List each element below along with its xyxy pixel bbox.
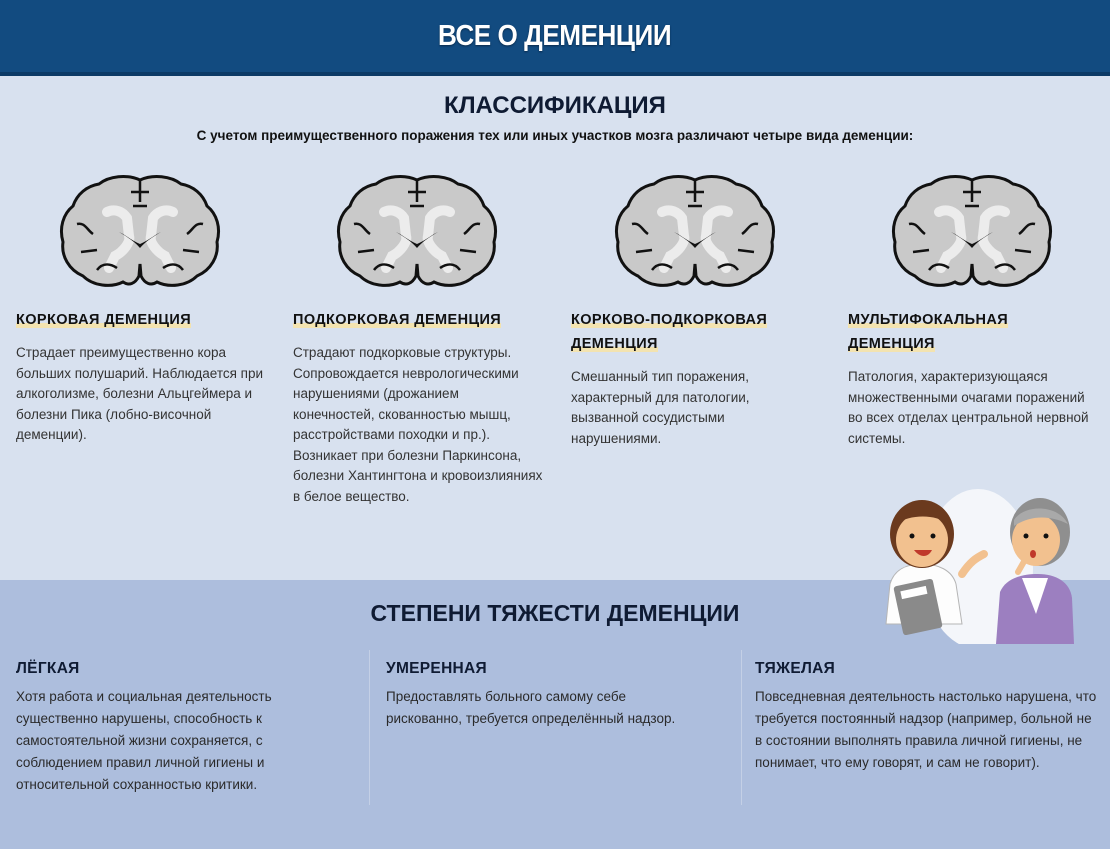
classification-subtitle: С учетом преимущественного поражения тех или иных участков мозга различают четыре вида деменции:	[196, 128, 914, 143]
brain-coronal-section-icon	[612, 172, 778, 290]
type-text-subcortical: Страдают подкорковые структуры. Сопровождается неврологическими нарушениями (дрожанием конечностей, скованностью мышц, расстройствами походки и пр.). Возникает при болезни Паркинсона, болезни Хантингтона и кровоизлияниях в белое вещество.	[293, 345, 543, 504]
degree-text-moderate: Предоставлять больного самому себе рискованно, требуется определённый надзор.	[386, 689, 676, 726]
type-text-cortical: Страдает преимущественно кора больших полушарий. Наблюдается при алкоголизме, болезни Альцгеймера и болезни Пика (лобно-височной деменции).	[16, 345, 264, 442]
brain-coronal-section-icon	[334, 172, 500, 290]
degree-title-mild: ЛЁГКАЯ	[16, 660, 80, 677]
degree-text-mild: Хотя работа и социальная деятельность существенно нарушены, способность к самостоятельной жизни сохраняется, с соблюдением правил личной гигиены и относительной сохранностью критики.	[16, 689, 272, 792]
page-title: ВСЕ О ДЕМЕНЦИИ	[438, 19, 672, 52]
degree-title-severe: ТЯЖЕЛАЯ	[755, 660, 836, 677]
type-title-cortical: КОРКОВАЯ ДЕМЕНЦИЯ	[16, 312, 192, 328]
column-divider	[741, 650, 742, 805]
severity-title: СТЕПЕНИ ТЯЖЕСТИ ДЕМЕНЦИИ	[370, 600, 740, 626]
type-text-multifocal: Патология, характеризующаяся множественными очагами поражений во всех отделах центральной нервной системы.	[848, 369, 1089, 446]
type-title-subcortical: ПОДКОРКОВАЯ ДЕМЕНЦИЯ	[293, 312, 502, 328]
brain-coronal-section-icon	[889, 172, 1055, 290]
type-title-multifocal: МУЛЬТИФОКАЛЬНАЯ ДЕМЕНЦИЯ	[848, 312, 1009, 352]
classification-title: КЛАССИФИКАЦИЯ	[444, 92, 666, 119]
type-title-cortical-subcortical: КОРКОВО-ПОДКОРКОВАЯ ДЕМЕНЦИЯ	[571, 312, 768, 352]
type-text-cortical-subcortical: Смешанный тип поражения, характерный для патологии, вызванной сосудистыми нарушениями.	[571, 369, 750, 446]
degree-text-severe: Повседневная деятельность настолько нарушена, что требуется постоянный надзор (например, больной не в состоянии выполнять правила личной гигиены, не понимает, что ему говорят, и сам не говорит).	[755, 689, 1097, 770]
brain-coronal-section-icon	[57, 172, 223, 290]
column-divider	[369, 650, 370, 805]
degree-title-moderate: УМЕРЕННАЯ	[386, 660, 487, 677]
page-header	[0, 0, 1110, 76]
